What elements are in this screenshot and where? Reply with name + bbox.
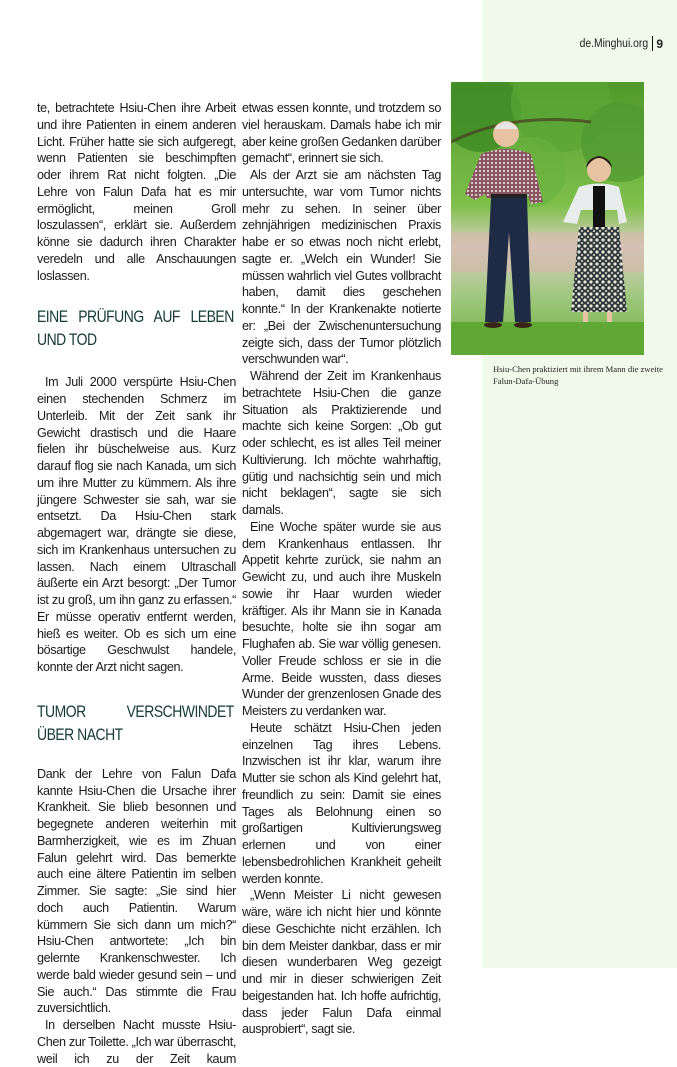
- section-heading: EINE PRÜFUNG AUF LEBEN UND TOD: [37, 307, 234, 350]
- paragraph: Heute schätzt Hsiu-Chen jeden einzelnen Tag ihres Lebens. Inzwischen ist ihr klar, warum ihre Mutter sie schon als Kind gelehrt hat, freundlich zu sein: Damit sie eines Tages als Belohnung einen so großartigen Kultivierungsweg erlernen und von einer lebensbedrohlichen Krankheit geheilt werden konnte.: [242, 720, 441, 886]
- page-number: 9: [656, 36, 663, 51]
- site-url[interactable]: de.Minghui.org: [579, 37, 649, 50]
- paragraph: Dank der Lehre von Falun Dafa kannte Hsiu-Chen die Ursache ihrer Krankheit. Sie blieb besonnen und begegnete anderen weiterhin mit Barmherzigkeit, wie es im Zhuan Falun gelehrt wird. Das bemerkte auch eine ältere Patientin im selben Zimmer. Sie sagte: „Sie sind hier doch auch Patientin. Warum kümmern Sie sich dann um mich?“ Hsiu-Chen antwortete: „Ich bin gelernte Krankenschwester. Ich werde bald wieder gesund sein – und Sie auch.“ Das stimmte die Frau zuversichtlich.: [37, 766, 236, 1016]
- paragraph: Während der Zeit im Krankenhaus betrachtete Hsiu-Chen die ganze Situation als Praktizierende und machte sich keine Sorgen: „Ob gut oder schlecht, es ist alles Teil meiner Kultivierung. Ich möchte wahrhaftig, gütig und nachsichtig sein und mich nicht beklagen“, sagte sie sich damals.: [242, 369, 441, 517]
- article-column-1: [37, 100, 236, 1067]
- paragraph: „Wenn Meister Li nicht gewesen wäre, wäre ich nicht hier und könnte diese Geschichte nicht erzählen. Ich bin dem Meister dankbar, dass er mir diesen wunderbaren Weg gezeigt und mir in dieser schwierigen Zeit beigestanden hat. Ich hoffe aufrichtig, dass jeder Falun Dafa einmal ausprobiert“, sagt sie.: [242, 888, 441, 1037]
- article-column-2: [242, 100, 441, 1038]
- photo-caption: Hsiu-Chen praktiziert mit ihrem Mann die zweite Falun-Dafa-Übung: [493, 364, 663, 386]
- section-heading: TUMOR VERSCHWINDET ÜBER NACHT: [37, 701, 234, 744]
- couple-practicing-photo: [451, 82, 644, 355]
- paragraph: Eine Woche später wurde sie aus dem Krankenhaus entlassen. Ihr Appetit kehrte zurück, sie nahm an Gewicht zu, und auch ihre Muskeln sowie ihr Haar wurden wieder kräftiger. Als ihr Mann sie in Kanada besuchte, holte sie ihn sogar am Flughafen ab. Sie war völlig genesen. Voller Freude schloss er sie in die Arme. Beide wussten, dass dieses Wunder der grenzenlosen Gnade des Meisters zu verdanken war.: [242, 519, 441, 718]
- paragraph: Als der Arzt sie am nächsten Tag untersuchte, war vom Tumor nichts mehr zu sehen. In seiner über zehnjährigen medizinischen Praxis habe er so etwas noch nicht erlebt, sagte er. „Welch ein Wunder! Sie müssen wahrlich viel Gutes vollbracht haben, damit dies geschehen konnte.“ In der Krankenakte notierte er: „Bei der Zwischenuntersuchung zeigte sich, dass der Tumor plötzlich verschwunden war“.: [242, 168, 441, 367]
- paragraph: etwas essen konnte, und trotzdem so viel herauskam. Damals habe ich mir aber keine großen Gedanken darüber gemacht“, erinnert sie sich.: [242, 101, 441, 166]
- header-divider: [652, 36, 653, 51]
- paragraph: Im Juli 2000 verspürte Hsiu-Chen einen stechenden Schmerz im Unterleib. Mit der Zeit sank ihr Gewicht drastisch und die Haare fielen ihr büschelweise aus. Kurz darauf flog sie nach Kanada, um sich um ihre Mutter zu kümmern. Als ihre jüngere Schwester sie sah, war sie entsetzt. Da Hsiu-Chen stark abgemagert war, drängte sie diese, sich im Krankenhaus untersuchen zu lassen. Nach einem Ultraschall äußerte ein Arzt besorgt: „Der Tumor ist zu groß, um ihn ganz zu erfassen.“ Er müsse operativ entfernt werden, hieß es weiter. Ob es sich um eine bösartige Geschwulst handele, konnte der Arzt nicht sagen.: [37, 375, 236, 674]
- paragraph: In derselben Nacht musste Hsiu-Chen zur Toilette. „Ich war überrascht, weil ich zu der Zeit kaum: [37, 1018, 236, 1066]
- page-header: [572, 36, 663, 51]
- paragraph: te, betrachtete Hsiu-Chen ihre Arbeit und ihre Patienten in einem anderen Licht. Früher hatte sie sich aufgeregt, wenn Patienten sie beschimpften oder ihrem Rat nicht folgten. „Die Lehre von Falun Dafa hat es mir ermöglicht, meinen Groll loszulassen“, erklärt sie. Außerdem könne sie dadurch ihren Charakter veredeln und alle Anschauungen loslassen.: [37, 101, 236, 283]
- article-photo: [451, 82, 644, 355]
